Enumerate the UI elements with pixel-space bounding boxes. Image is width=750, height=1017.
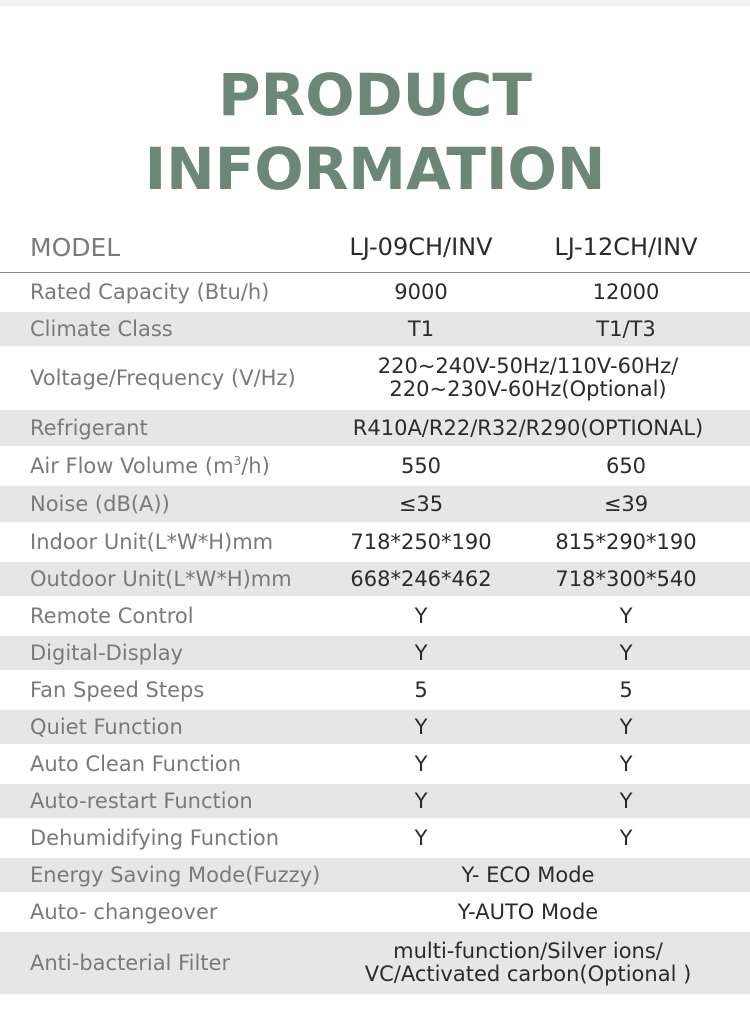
row-label: Quiet Function [30,715,183,739]
row-value-span: Y- ECO Mode [461,862,595,887]
row-value-b: Y [619,641,633,665]
row-value-b: 12000 [592,280,660,304]
table-row [0,310,750,346]
row-value-a: 668*246*462 [350,567,492,591]
row-label: Anti-bacterial Filter [30,951,231,975]
row-label: Auto Clean Function [30,752,242,776]
table-row [0,782,750,818]
row-value-b: Y [619,826,633,850]
row-label: Energy Saving Mode(Fuzzy) [30,863,321,887]
row-value-span: 220~240V-50Hz/110V-60Hz/ 220~230V-60Hz(Optional) [377,354,679,401]
row-label: Digital-Display [30,641,184,665]
row-value-b: Y [619,604,633,628]
row-value-b: 5 [619,678,633,702]
row-label-superscript: 3 [233,454,242,468]
row-label: Outdoor Unit(L*W*H)mm [30,567,292,591]
row-label: Indoor Unit(L*W*H)mm [30,530,274,554]
row-value-a: Y [414,715,428,739]
table-row [0,670,750,708]
row-value-span: Y-AUTO Mode [457,899,599,924]
header-model-a: LJ-09CH/INV [349,233,493,261]
row-value-span: multi-function/Silver ions/ VC/Activated carbon(Optional ) [364,939,692,986]
row-value-a: 550 [400,454,442,478]
row-label: Auto- changeover [30,900,218,924]
table-row [0,408,750,446]
row-value-b: 650 [605,454,647,478]
header-model-label: MODEL [30,232,121,262]
table-row [0,274,750,310]
row-label-part: /h) [241,454,270,478]
row-value-b: ≤39 [603,492,649,516]
row-value-a: ≤35 [398,492,444,516]
table-row [0,930,750,994]
row-label: Noise (dB(A)) [30,492,170,516]
row-value-a: 5 [414,678,428,702]
table-row [0,446,750,484]
table-row [0,560,750,596]
row-label: Rated Capacity (Btu/h) [30,280,270,304]
top-decorative-band [0,0,750,6]
header-model-b: LJ-12CH/INV [554,233,698,261]
row-value-a: T1 [407,317,435,341]
row-value-a: Y [414,752,428,776]
table-row [0,346,750,408]
row-label: Auto-restart Function [30,789,253,813]
row-value-a: Y [414,789,428,813]
table-row [0,484,750,522]
spec-table [0,274,750,994]
row-value-a: 9000 [394,280,448,304]
row-value-b: 718*300*540 [555,567,697,591]
page-title [0,58,750,206]
table-row [0,818,750,856]
row-label: Dehumidifying Function [30,826,280,850]
row-value-b: Y [619,752,633,776]
row-value-b: Y [619,715,633,739]
table-row [0,856,750,892]
table-header-row [0,222,750,273]
row-label [30,448,340,484]
table-row [0,634,750,670]
row-label: Fan Speed Steps [30,678,205,702]
row-value-b: Y [619,789,633,813]
row-label: Remote Control [30,604,194,628]
table-row [0,892,750,930]
table-row [0,708,750,744]
row-label: Climate Class [30,317,173,341]
row-value-a: Y [414,641,428,665]
title-line-1: PRODUCT [218,61,532,129]
row-label-part: Air Flow Volume (m [30,454,234,478]
row-value-b: T1/T3 [596,317,656,341]
row-value-a: Y [414,604,428,628]
row-label: Refrigerant [30,416,148,440]
table-row [0,744,750,782]
row-value-b: 815*290*190 [555,530,697,554]
row-value-a: 718*250*190 [350,530,492,554]
table-row [0,522,750,560]
title-line-2: INFORMATION [144,135,606,203]
row-value-span: R410A/R22/R32/R290(OPTIONAL) [352,415,704,440]
table-row [0,596,750,634]
row-value-a: Y [414,826,428,850]
row-label: Voltage/Frequency (V/Hz) [30,366,296,390]
